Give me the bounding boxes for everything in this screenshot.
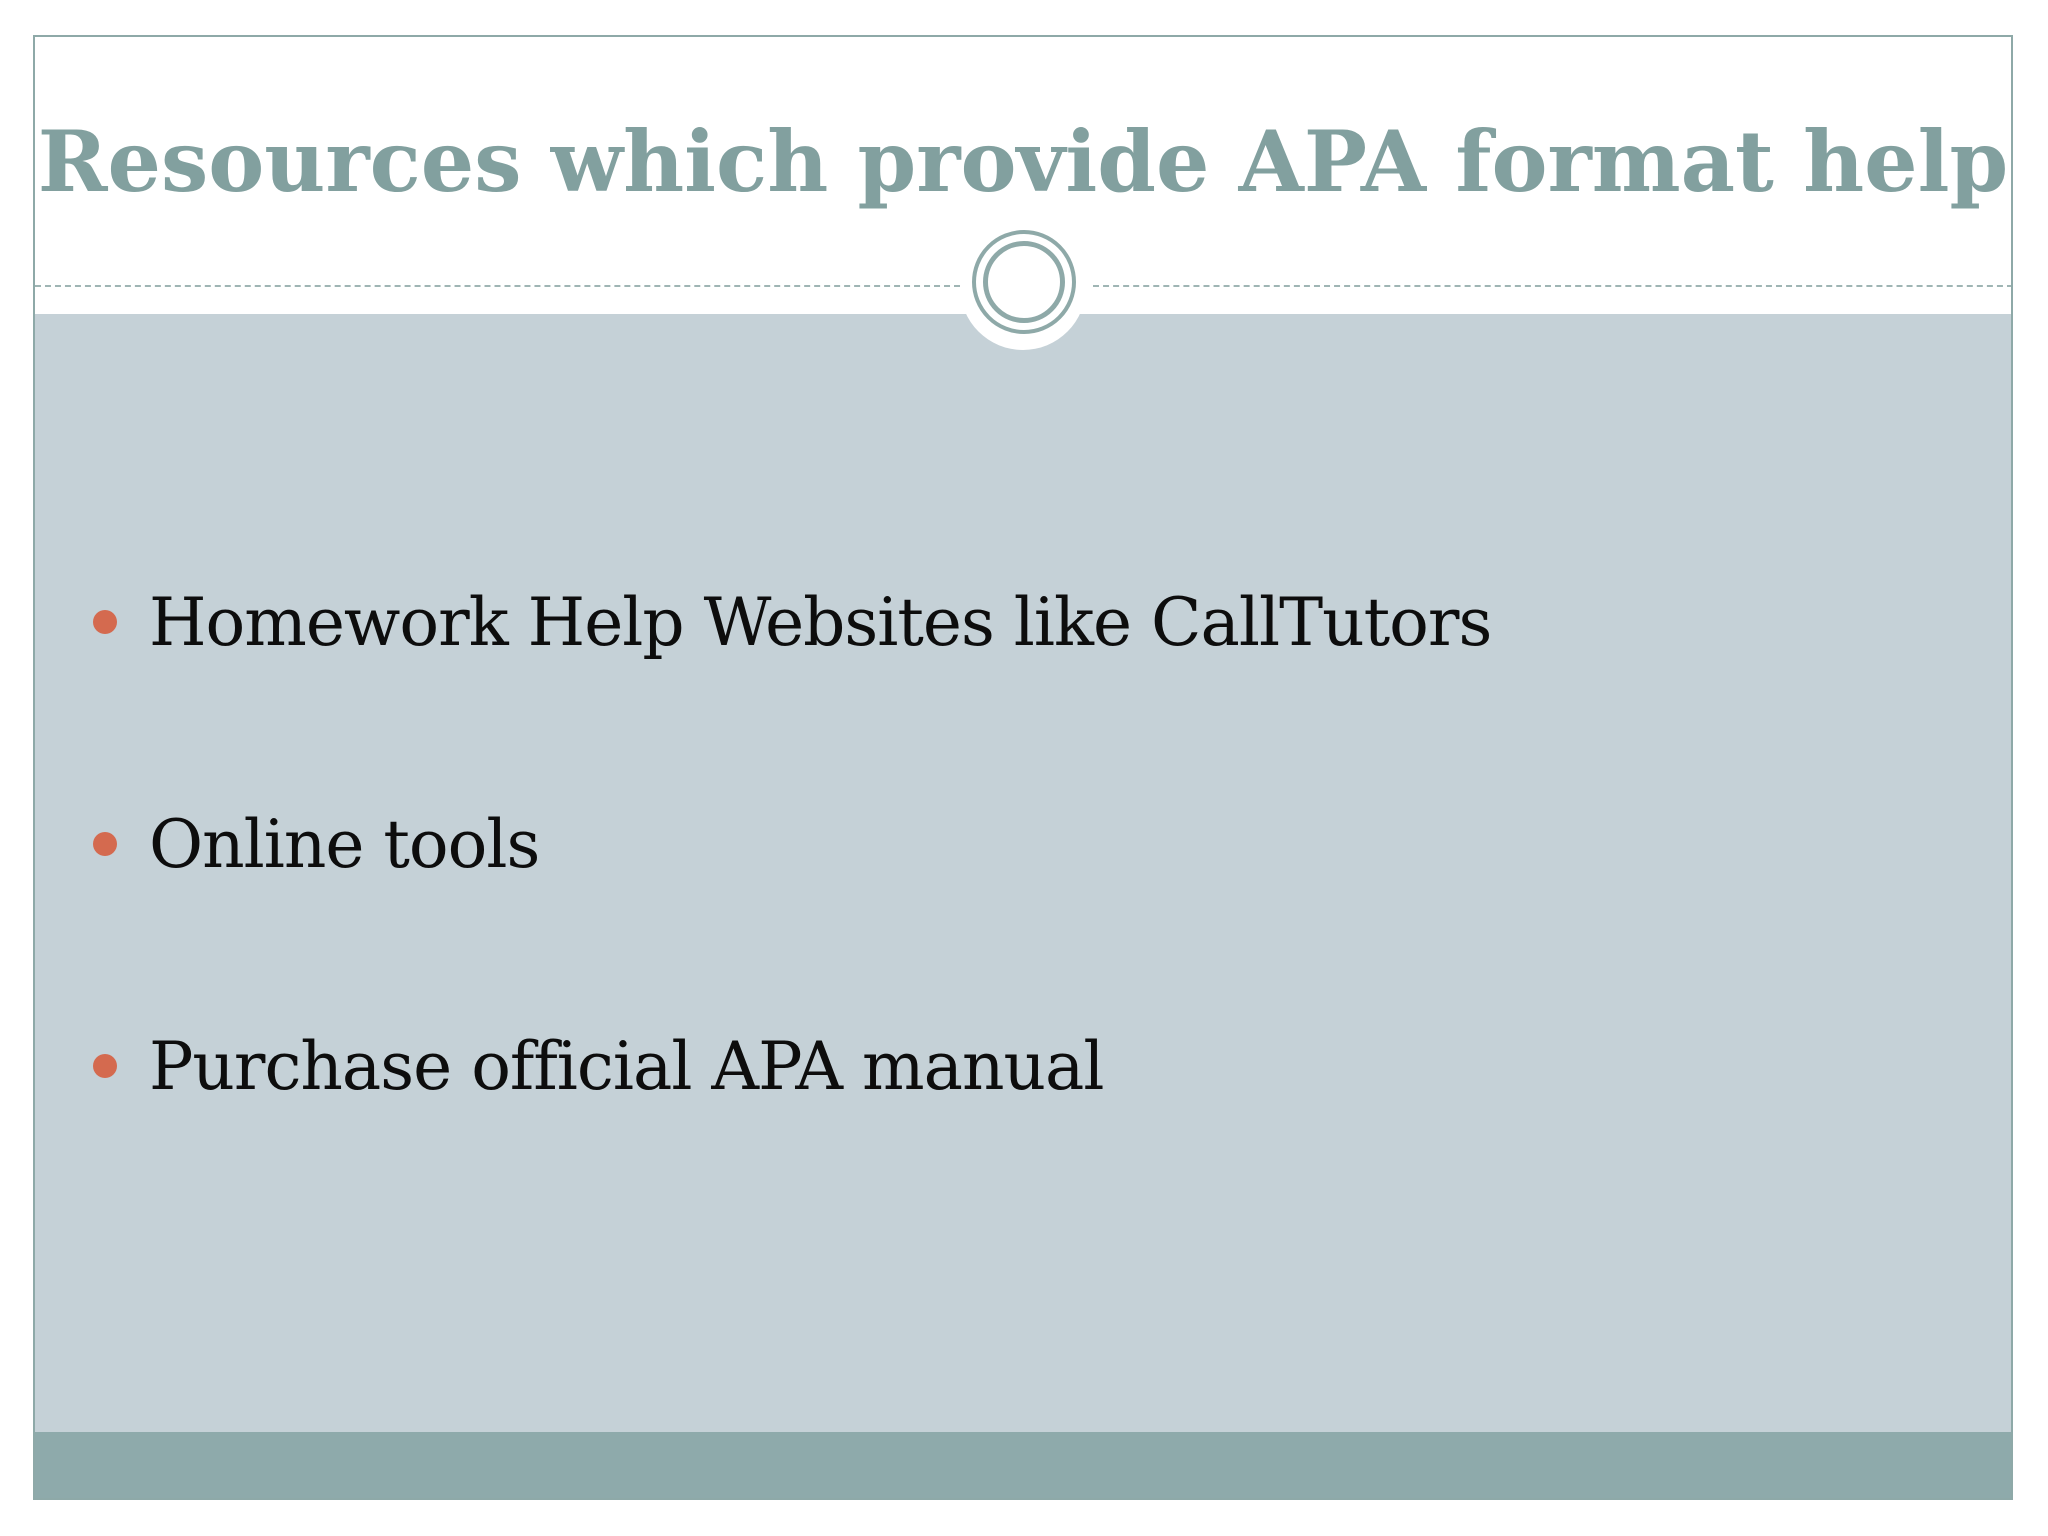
list-item	[93, 1021, 1103, 1111]
bullet-text: Purchase official APA manual	[149, 1027, 1104, 1105]
bullet-dot-icon	[93, 832, 117, 856]
bullet-text: Homework Help Websites like CallTutors	[149, 583, 1492, 661]
bullet-dot-icon	[93, 1054, 117, 1078]
list-item	[93, 799, 539, 889]
list-item	[93, 577, 1491, 667]
bullet-list	[35, 37, 2011, 1498]
bullet-dot-icon	[93, 610, 117, 634]
slide-title: Resources which provide APA format help	[37, 112, 2009, 211]
slide	[33, 35, 2013, 1500]
footer-band	[35, 1432, 2011, 1500]
bullet-text: Online tools	[149, 805, 540, 883]
